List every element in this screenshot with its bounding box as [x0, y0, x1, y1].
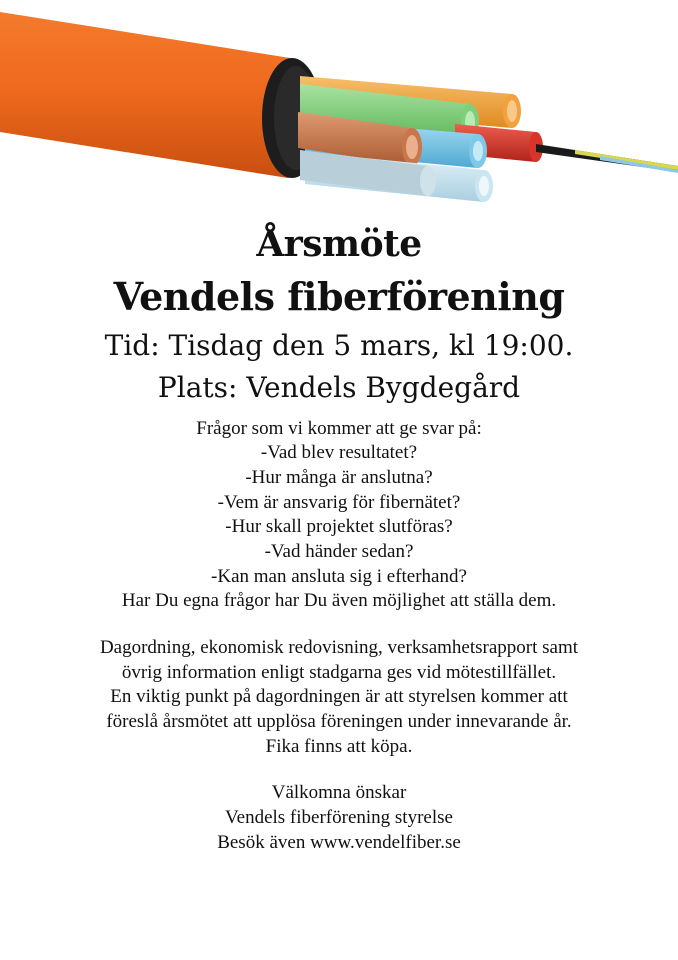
meeting-place: Plats: Vendels Bygdegård	[157, 370, 521, 404]
questions-intro: Frågor som vi kommer att ge svar på:	[196, 417, 482, 439]
greeting: Välkomna önskar	[271, 782, 407, 804]
fiber-optic-cable-icon	[0, 0, 678, 215]
question-list	[0, 417, 678, 615]
question-item: -Kan man ansluta sig i efterhand?	[211, 565, 467, 587]
cable-tube-red	[455, 124, 678, 173]
organization-name: Vendels fiberförening	[113, 274, 565, 319]
announcement-flyer	[0, 222, 678, 856]
page-title: Årsmöte	[256, 223, 422, 265]
question-item: -Vem är ansvarig för fibernätet?	[217, 491, 461, 513]
question-item: -Hur skall projektet slutföras?	[225, 516, 453, 538]
question-item: -Hur många är anslutna?	[245, 466, 433, 488]
agenda-line: Dagordning, ekonomisk redovisning, verksamhetsrapport samt	[99, 637, 579, 658]
question-item: -Vad händer sedan?	[264, 540, 414, 562]
agenda-paragraph	[0, 636, 678, 759]
questions-outro: Har Du egna frågor har Du även möjlighet att ställa dem.	[121, 590, 557, 612]
website-note: Besök även www.vendelfiber.se	[217, 831, 461, 853]
agenda-line: föreslå årsmötet att upplösa föreningen under innevarande år.	[106, 711, 572, 733]
cable-outer-jacket	[0, 12, 322, 178]
agenda-line: övrig information enligt stadgarna ges vid mötestillfället.	[121, 661, 557, 683]
question-item: -Vad blev resultatet?	[260, 442, 418, 464]
sender: Vendels fiberförening styrelse	[225, 807, 453, 829]
agenda-line: En viktig punkt på dagordningen är att styrelsen kommer att	[110, 686, 568, 708]
agenda-line: Fika finns att köpa.	[265, 735, 413, 757]
meeting-time: Tid: Tisdag den 5 mars, kl 19:00.	[104, 328, 574, 362]
signature-block	[0, 781, 678, 855]
